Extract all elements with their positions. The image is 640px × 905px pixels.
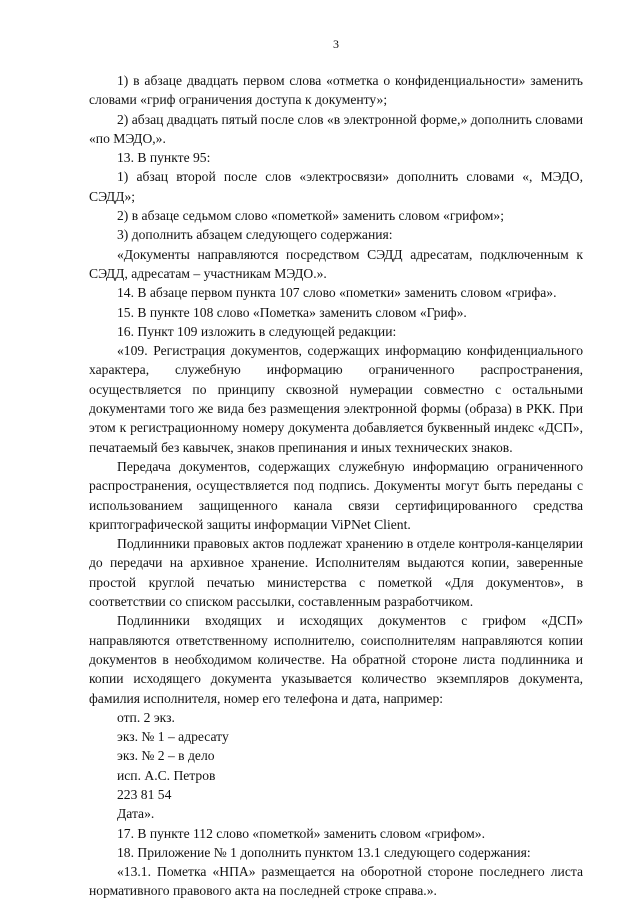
- paragraph: 1) в абзаце двадцать первом слова «отметка о конфиденциальности» заменить словами «гриф ограничения доступа к документу»;: [89, 73, 583, 108]
- paragraph: Передача документов, содержащих служебную информацию ограниченного распространения, осуществляется под подпись. Документы могут быть переданы с использованием защищенного канала связи сертифицированного средства криптографической защиты информации ViPNet Client.: [89, 458, 583, 532]
- paragraph: «109. Регистрация документов, содержащих информацию конфиденциального характера, служебную информацию ограниченного распространения, осуществляется по принципу сквозной нумерации совместно с остальными документами того же вида без размещения электронной формы (образа) в РКК. При этом к регистрационному номеру документа добавляется буквенный индекс «ДСП», печатаемый без кавычек, знаков препинания и иных технических знаков.: [89, 343, 583, 455]
- paragraph: 13. В пункте 95:: [117, 150, 211, 166]
- example-line: исп. А.С. Петров: [117, 767, 216, 783]
- example-line: отп. 2 экз.: [117, 709, 175, 725]
- paragraph: 17. В пункте 112 слово «пометкой» заменить словом «грифом».: [117, 825, 485, 841]
- paragraph: 2) в абзаце седьмом слово «пометкой» заменить словом «грифом»;: [117, 208, 504, 224]
- example-line: экз. № 2 – в дело: [117, 748, 215, 764]
- example-line: Дата».: [117, 806, 155, 822]
- example-block: [89, 708, 583, 824]
- paragraph: Подлинники правовых актов подлежат хранению в отделе контроля-канцелярии до передачи на архивное хранение. Исполнителям выдаются копии, заверенные простой круглой печатью министерства с пометкой «Для документов», в соответствии со списком рассылки, составленным разработчиком.: [89, 536, 583, 610]
- paragraph: 15. В пункте 108 слово «Пометка» заменить словом «Гриф».: [117, 304, 467, 320]
- paragraph: 14. В абзаце первом пункта 107 слово «пометки» заменить словом «грифа».: [117, 285, 557, 301]
- paragraph: 1) абзац второй после слов «электросвязи» дополнить словами «, МЭДО, СЭДД»;: [89, 169, 583, 204]
- paragraph: Подлинники входящих и исходящих документов с грифом «ДСП» направляются ответственному исполнителю, соисполнителям направляются копии документов в необходимом количестве. На обратной стороне листа подлинника и копии исходящего документа указывается количество экземпляров документа, фамилия исполнителя, номер его телефона и дата, например:: [89, 613, 583, 706]
- example-line: экз. № 1 – адресату: [117, 729, 229, 745]
- paragraph: 16. Пункт 109 изложить в следующей редакции:: [117, 323, 397, 339]
- example-line: 223 81 54: [117, 786, 172, 802]
- paragraph: 2) абзац двадцать пятый после слов «в электронной форме,» дополнить словами «по МЭДО,».: [89, 111, 583, 146]
- page-number: 3: [333, 37, 339, 51]
- paragraph: 3) дополнить абзацем следующего содержания:: [117, 227, 393, 243]
- paragraph: «13.1. Пометка «НПА» размещается на оборотной стороне последнего листа нормативного правового акта на последней строке справа.».: [89, 864, 583, 899]
- paragraph: 18. Приложение № 1 дополнить пунктом 13.1 следующего содержания:: [117, 844, 531, 860]
- paragraph: «Документы направляются посредством СЭДД адресатам, подключенным к СЭДД, адресатам – участникам МЭДО.».: [89, 246, 583, 281]
